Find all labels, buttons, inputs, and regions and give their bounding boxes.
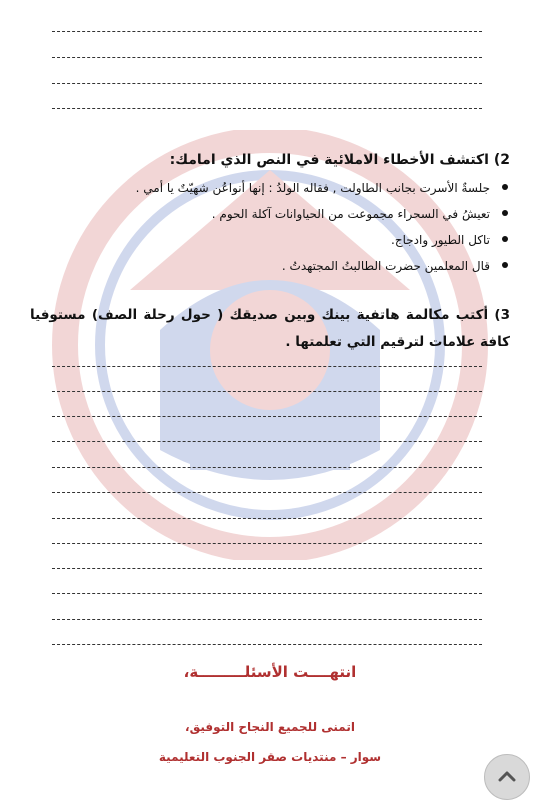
answer-line	[52, 644, 482, 645]
list-item-text: تعيشُ في السحراء مجموعت من الحياوانات آكلة الحوم .	[211, 207, 490, 221]
list-item-text: تاكل الطيور وادجاج.	[391, 233, 490, 247]
list-item	[50, 256, 490, 282]
answer-line	[52, 619, 482, 620]
question-3-text: 3) أكتب مكالمة هاتفية بينك وبين صديقك ( حول رحلة الصف) مستوفيا كافة علامات لترقيم التي تعلمتها .	[30, 307, 510, 350]
answer-line	[52, 391, 482, 392]
answer-line	[52, 108, 482, 109]
answer-line	[52, 518, 482, 519]
bullet-icon	[502, 210, 508, 216]
list-item-text: قال المعلمين حضرت الطالبتُ المجتهدتُ .	[281, 259, 490, 273]
end-of-questions: انتهــــت الأسئلـــــــــة،	[183, 663, 357, 681]
answer-line	[52, 593, 482, 594]
answer-line	[52, 83, 482, 84]
bullet-icon	[502, 236, 508, 242]
answer-line	[52, 31, 482, 32]
list-item	[50, 230, 490, 256]
bullet-icon	[502, 262, 508, 268]
list-item	[50, 178, 490, 204]
chevron-up-icon	[496, 766, 518, 788]
answer-line	[52, 543, 482, 544]
answer-line	[52, 467, 482, 468]
credit-line: سوار – منتديات صقر الجنوب التعليمية	[158, 750, 382, 764]
question-2-list	[50, 178, 508, 282]
answer-line	[52, 416, 482, 417]
scroll-to-top-button[interactable]	[484, 754, 530, 800]
answer-line	[52, 441, 482, 442]
answer-line	[52, 57, 482, 58]
bullet-icon	[502, 184, 508, 190]
answer-line	[52, 568, 482, 569]
closing-wish: اتمنى للجميع النجاح التوفيق،	[185, 720, 355, 734]
answer-line	[52, 366, 482, 367]
question-2-title: 2) اكتشف الأخطاء الاملائية في النص الذي امامك:	[169, 152, 510, 168]
list-item-text: جلسةٌ الأسرت بجانب الطاولت , فقاله الولدُ : إنها أنواعُن شهيّتٌ يا أمي .	[135, 181, 490, 195]
answer-line	[52, 492, 482, 493]
list-item	[50, 204, 490, 230]
